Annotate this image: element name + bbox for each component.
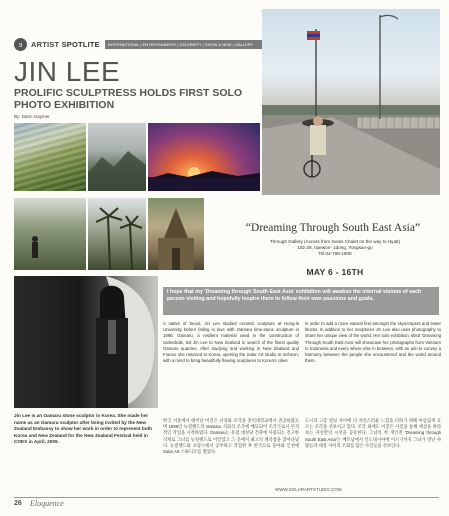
article-subtitle: PROLIFIC SCULPTRESS HOLDS FIRST SOLO PHOTO EXHIBITION	[14, 87, 243, 111]
magazine-logo-icon: ɘ	[14, 38, 27, 51]
temple-photo	[148, 198, 204, 270]
photo-caption: Jin Lee is an Oamaru stone sculptor in Korea. She made her name as an Oamaru sculptor after being invited by the New Zealand Embassy to show her work in order to represent both Korea and New Zealand for the New Zealand Festival held in COEX in April, 2009.	[14, 413, 153, 445]
street-cyclist-photo	[262, 9, 440, 195]
venue-phone: Tel.02-798-1900	[318, 251, 352, 256]
section-label	[31, 40, 100, 49]
venue-line: Through Gallery (Across from Swiss Chalet on the way to Hyatt)	[269, 239, 401, 244]
article-title: JIN LEE	[14, 56, 121, 87]
sunset-photo	[148, 123, 260, 191]
artist-portrait-photo	[14, 276, 158, 408]
body-text-korean-col2: 도시의 고층 빌딩 사이에 더 자연스러운 느낌을 더하기 위해 아름답게 흐르는 조각을 선보이고 있다. 조각 외에도 이진은 사진을 통해 세상을 바라보는 자신만의 시선을 공유한다. 그녀의 첫 개인전 'Dreaming through South East Asia'는 베트남에서 인도네시아에 이르기까지 그녀가 만난 사람들과 세상 사이의 조화를 담은 사진들을 선보인다.	[305, 418, 441, 448]
body-text-english-col2: in order to add a more natural feel amongst the skyscrapers and tower blocks. In addition to her sculptures Jin Lee also uses photography to share her unique view of the world. Her solo exhibition, titled 'Dreaming Through South East Asia' will showcase her photographs from Vietnam to Indonesia and every where else in between, with an aim to convey a harmony between the people she encountered and the world around them.	[305, 321, 441, 364]
section-name: SPOTLITE	[61, 39, 100, 49]
section-prefix: ARTIST	[31, 39, 62, 49]
byline: By: Dann Gaymer	[14, 114, 50, 119]
palm-trees-photo	[88, 198, 146, 270]
misty-mountain-photo	[88, 123, 146, 191]
magazine-name: Eloquence	[30, 499, 64, 508]
website-url: WWW.SOLARARTSTUDIO.COM	[275, 487, 342, 492]
venue-info	[250, 239, 420, 257]
venue-address: 102-28, Itaewon- 1dong, Yongsan-gu	[297, 245, 373, 250]
rice-terrace-photo	[14, 123, 86, 191]
category-bar: INTERNATIONAL | ENTERTAINMENT | CELEBRITY | SHOW & NEW | GALLERY	[105, 40, 266, 49]
pull-quote: I hope that my 'Dreaming through South East Asia' exhibition will awaken the internal visions of each person visiting and hopefully inspire them to follow their own passions and goals.	[163, 287, 439, 315]
body-text-english-col1: A native of Seoul, Jin Lee studied ceramic sculpture at Hong-ik University before falling in love with Oamaru lime-stone sculpture in 1998. Oamaru, a resilient material used in the construction of cathedrals, led Jin Lee to New Zealand in search of the finest quality Oamaru quarries. After studying and working in New Zealand and France she returned to Korea, opening the Solar Art studio in Incheon, with a mind to bring beautifully flowing sculptures to Korea's cities	[163, 321, 299, 364]
exhibition-dates: MAY 6 - 16TH	[306, 267, 364, 277]
body-text-korean-col1: 한국 서울에서 태어난 이진은 서양화 조각을 홍익대학교에서 전공하였으며 1998년 뉴질랜드의 Oamaru 석회석 조각에 매료되어 조각가로서 본격적인 작업을 시작하였다. Oamaru는 유럽 대성당 건축에 사용되는 견고한 석재로 그녀를 뉴질랜드로 이끌었고 그 곳에서 최고의 채석장을 찾아다녔다. 뉴질랜드와 프랑스에서 공부하고 작업한 후 한국으로 돌아와 인천에 Solar Art 스튜디오를 열었다.	[163, 418, 299, 455]
page-number: 26	[14, 500, 22, 507]
section-header	[14, 37, 266, 51]
exhibition-title: “Dreaming Through South East Asia”	[245, 222, 421, 234]
footer-divider	[14, 497, 439, 498]
jungle-figure-photo	[14, 198, 86, 270]
